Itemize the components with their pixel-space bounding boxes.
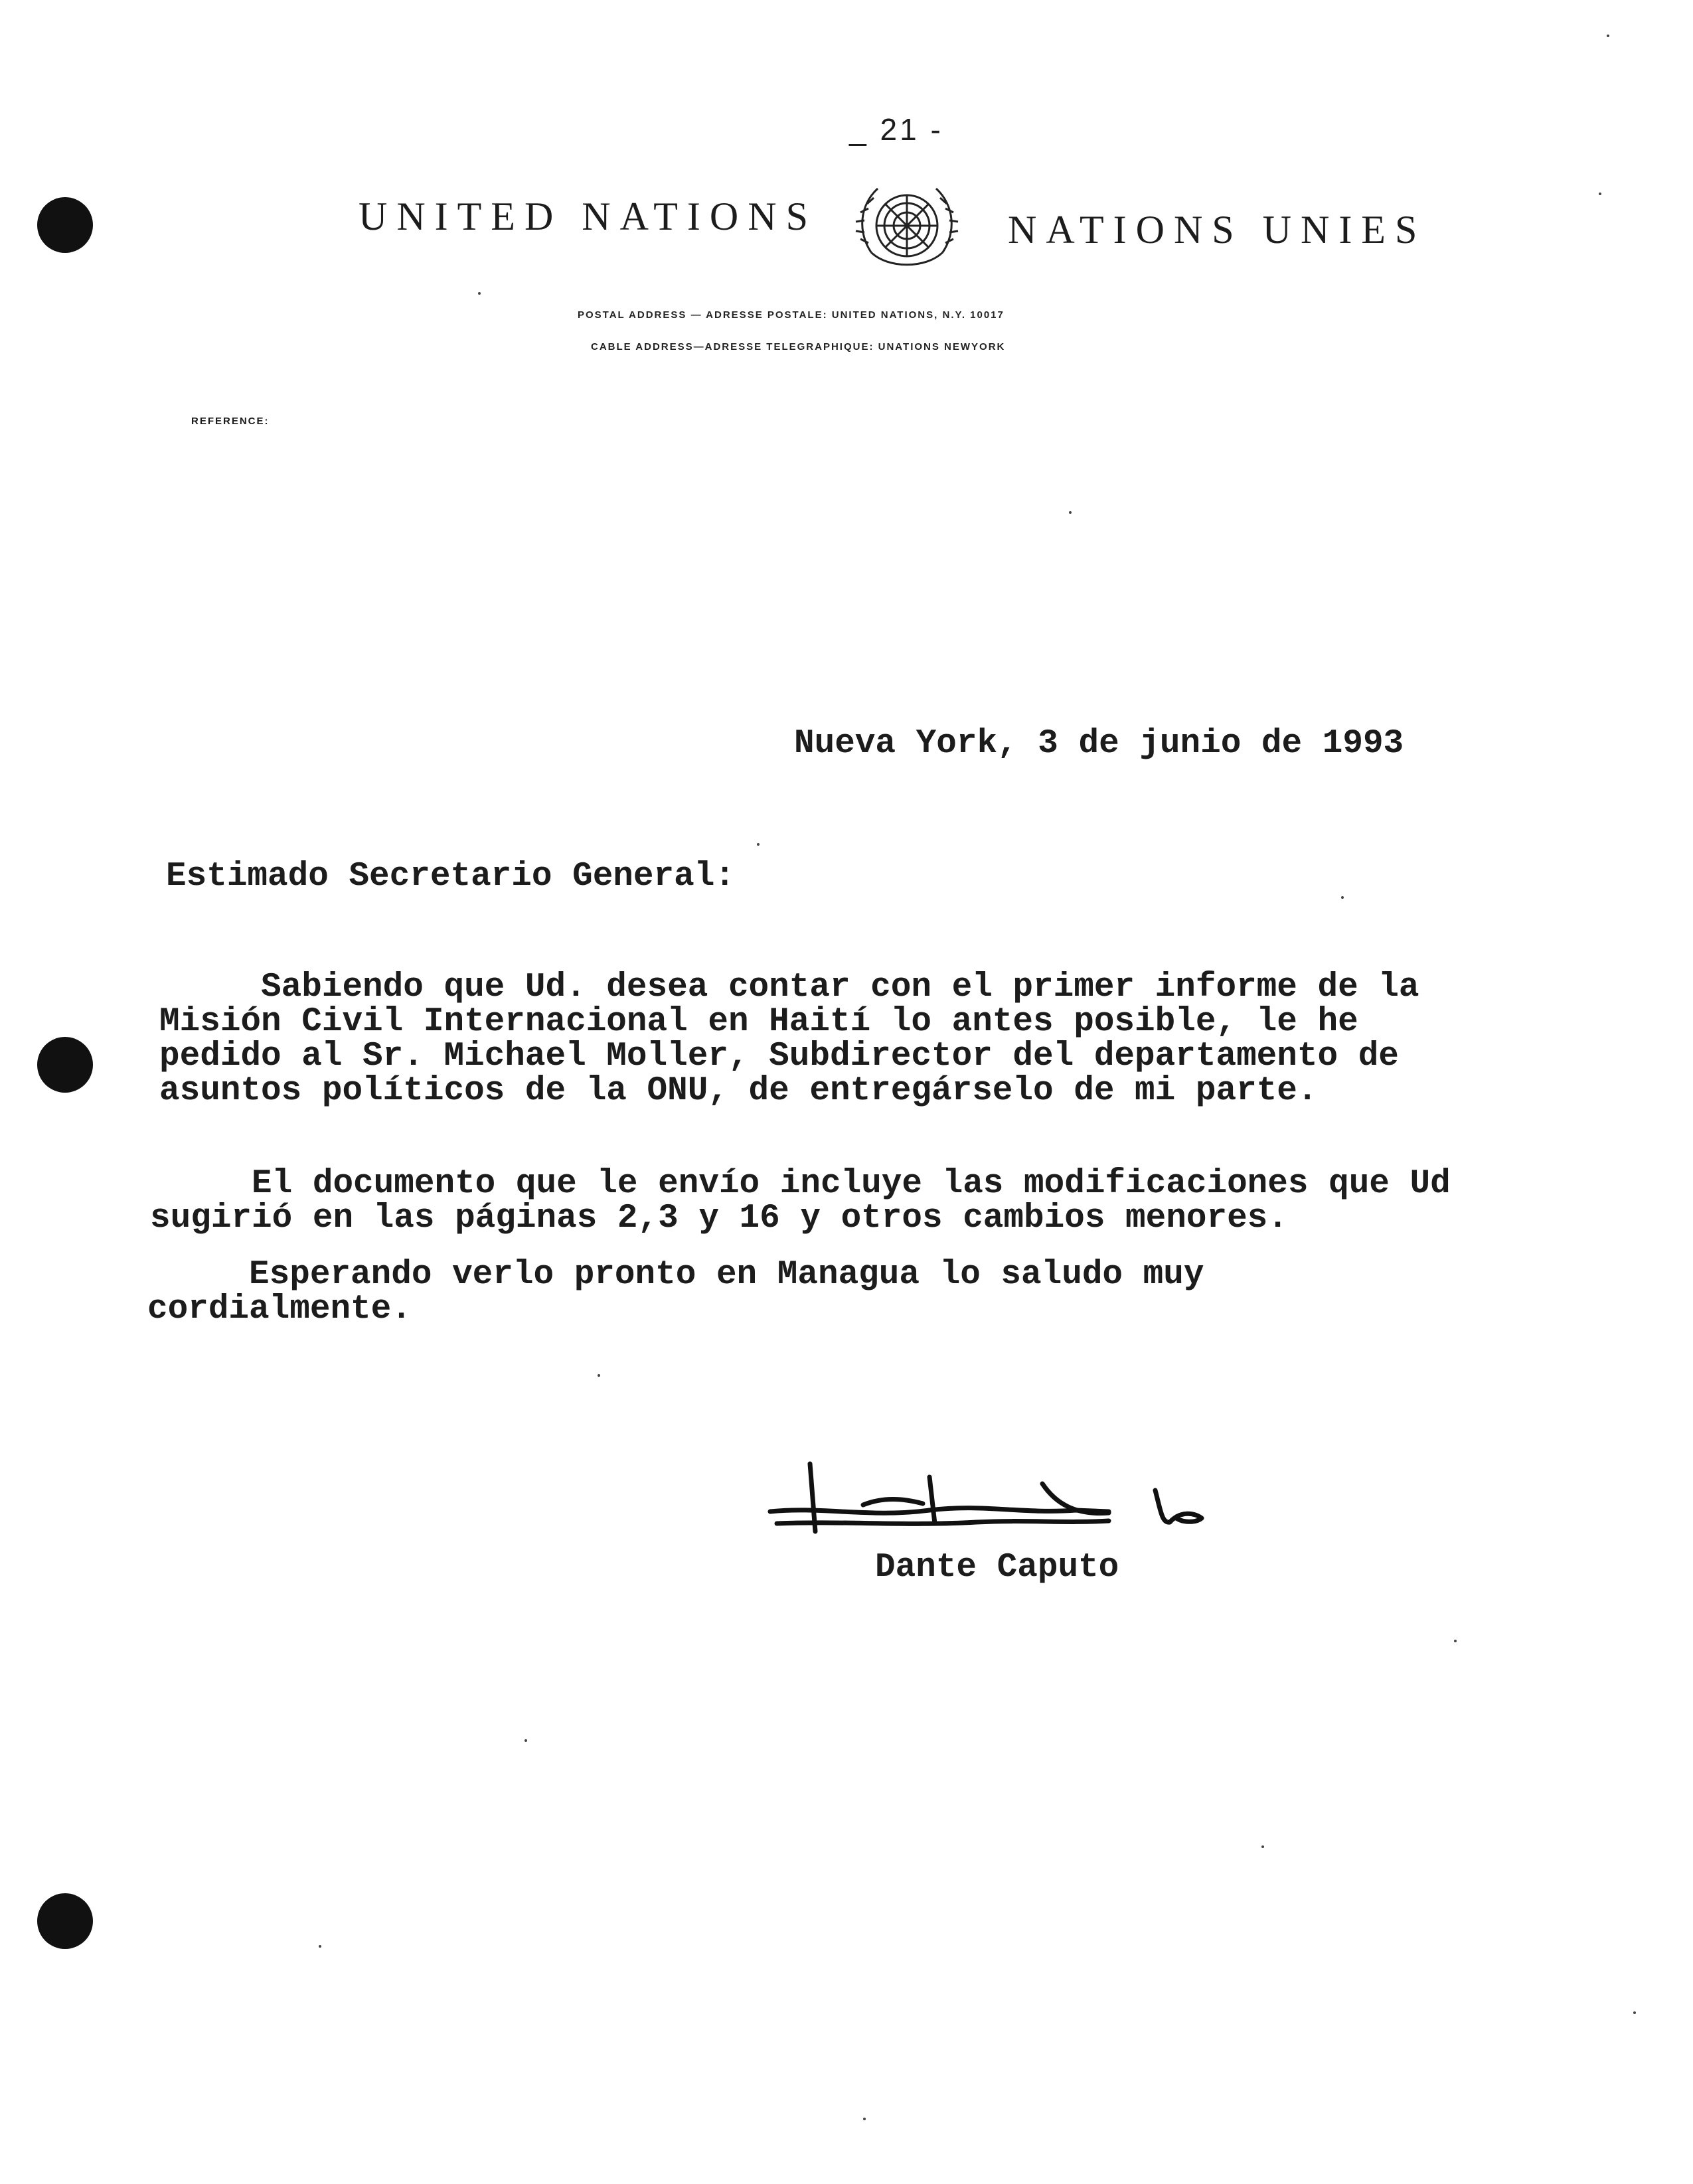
body-paragraph: El documento que le envío incluye las modificaciones que Ud sugirió en las páginas 2,3 y 16 y otros cambios menores. (150, 1165, 1451, 1237)
scan-speck (319, 1945, 321, 1948)
org-name-english: UNITED NATIONS (359, 195, 817, 238)
page-number: _ 21 - (849, 112, 943, 147)
salutation: Estimado Secretario General: (166, 858, 735, 896)
scan-speck (1607, 35, 1609, 37)
un-emblem-icon (851, 179, 963, 279)
punch-hole (37, 1037, 93, 1093)
punch-hole (37, 1893, 93, 1949)
reference-label: REFERENCE: (191, 416, 270, 427)
scan-speck (598, 1374, 600, 1377)
punch-hole (37, 197, 93, 253)
date-line: Nueva York, 3 de junio de 1993 (794, 725, 1404, 763)
scan-speck (1633, 2011, 1636, 2014)
org-name-french: NATIONS UNIES (1008, 208, 1427, 252)
body-paragraph: Sabiendo que Ud. desea contar con el primer informe de la Misión Civil Internacional en Haití lo antes posible, le he pedido al Sr. Michael Moller, Subdirector del departamento de asuntos políticos de la ONU, de entregárselo de mi parte. (159, 969, 1419, 1110)
scan-speck (863, 2118, 866, 2120)
scan-speck (478, 292, 481, 295)
postal-address: POSTAL ADDRESS — ADRESSE POSTALE: UNITED NATIONS, N.Y. 10017 (578, 309, 1005, 321)
scan-speck (1069, 511, 1072, 514)
scan-speck (1261, 1845, 1264, 1848)
scan-speck (757, 843, 760, 846)
handwritten-signature (764, 1457, 1215, 1543)
cable-address: CABLE ADDRESS—ADRESSE TELEGRAPHIQUE: UNATIONS NEWYORK (591, 341, 1006, 352)
scan-speck (1341, 896, 1344, 899)
body-paragraph: Esperando verlo pronto en Managua lo saludo muy cordialmente. (147, 1256, 1204, 1328)
scan-speck (1599, 193, 1601, 195)
signer-name: Dante Caputo (875, 1549, 1119, 1587)
scan-speck (1454, 1640, 1457, 1642)
scan-speck (524, 1739, 527, 1742)
